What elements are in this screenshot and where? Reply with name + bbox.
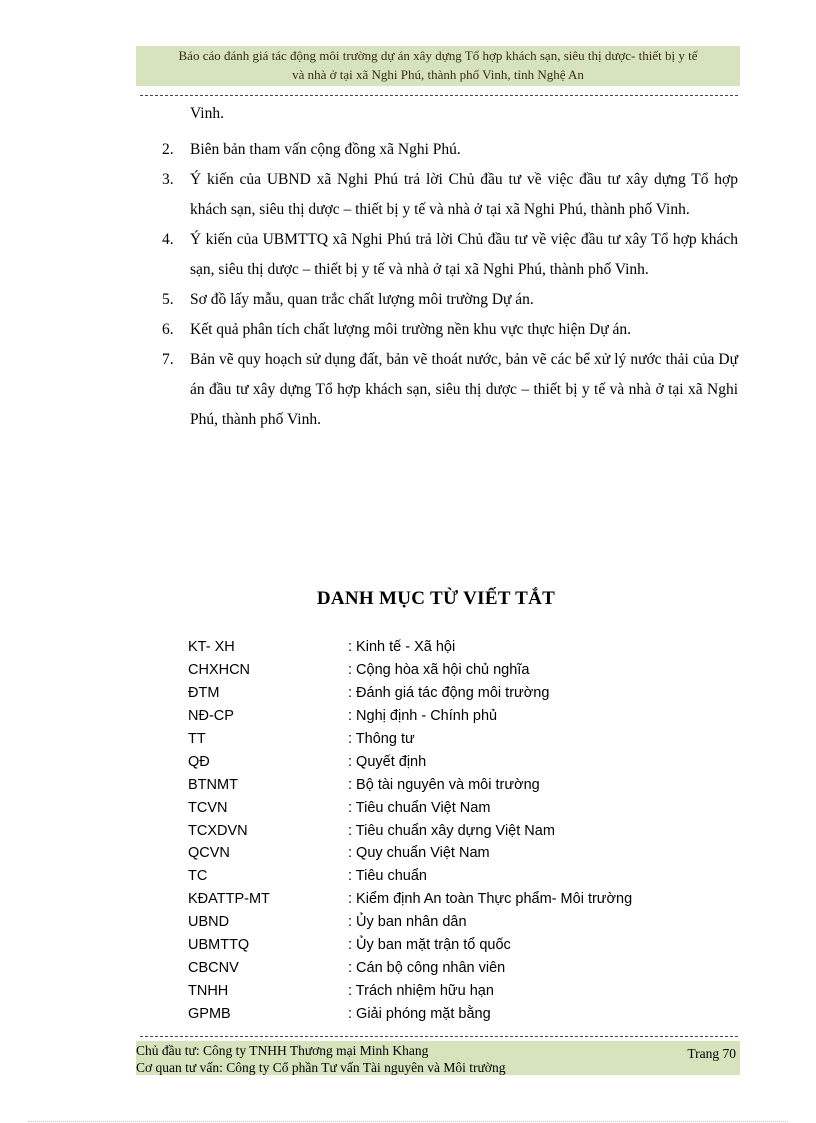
list-item-number: 7. [162,351,174,368]
header-divider [140,95,738,96]
abbreviation-meaning: : Tiêu chuẩn xây dựng Việt Nam [348,822,555,839]
abbreviation-row [188,842,632,865]
abbreviation-meaning: : Tiêu chuẩn [348,868,427,885]
list-item-text: Kết quả phân tích chất lượng môi trường nền khu vực thực hiện Dự án. [190,321,632,338]
abbreviation-meaning: : Ủy ban mặt trận tổ quốc [348,937,511,954]
abbreviation-row [188,705,632,728]
abbreviation-meaning: : Thông tư [348,730,415,747]
list-item [162,225,738,285]
list-item-text: Ý kiến của UBMTTQ xã Nghi Phú trả lời Chủ đầu tư về việc đầu tư xây Tổ hợp khách sạn, siêu thị dược – thiết bị y tế và nhà ở tại xã Nghi Phú, thành phố Vinh. [190,231,738,278]
abbreviation-code: BTNMT [188,776,238,793]
list-item-text: Biên bản tham vấn cộng đồng xã Nghi Phú. [190,141,461,158]
appendix-list [162,135,738,435]
abbreviation-row [188,980,632,1003]
page-header [136,46,740,86]
header-line-1: Báo cáo đánh giá tác động môi trường dự án xây dựng Tổ hợp khách sạn, siêu thị dược- thiết bị y tế [178,48,698,63]
abbreviation-code: TCVN [188,799,228,816]
abbreviation-meaning: : Quyết định [348,753,427,770]
list-item [162,345,738,435]
abbreviation-code: UBND [188,914,230,931]
abbreviation-code: CBCNV [188,960,239,977]
abbreviation-code: TCXDVN [188,822,248,839]
list-item-text: Bản vẽ quy hoạch sử dụng đất, bản vẽ thoát nước, bản vẽ các bể xử lý nước thải của Dự án đầu tư xây dựng Tổ hợp khách sạn, siêu thị dược – thiết bị y tế và nhà ở tại xã Nghi Phú, thành phố Vinh. [190,351,738,428]
abbreviation-code: ĐTM [188,684,220,701]
abbreviation-row [188,1003,632,1026]
abbreviation-code: TT [188,730,206,747]
abbreviation-meaning: : Bộ tài nguyên và môi trường [348,776,540,793]
abbreviation-row [188,957,632,980]
list-item-number: 6. [162,321,174,338]
abbreviation-meaning: : Quy chuẩn Việt Nam [348,845,490,862]
abbreviation-row [188,751,632,774]
list-item-number: 3. [162,171,174,188]
abbreviation-code: UBMTTQ [188,937,250,954]
abbreviation-code: CHXHCN [188,661,251,678]
abbreviation-meaning: : Trách nhiệm hữu hạn [348,983,494,1000]
list-item [162,285,738,315]
abbreviation-meaning: : Ủy ban nhân dân [348,914,467,931]
page-footer [136,1041,740,1075]
list-item [162,315,738,345]
abbreviation-code: QCVN [188,845,230,862]
abbreviation-code: KĐATTP-MT [188,891,270,908]
abbreviation-code: KT- XH [188,639,235,655]
abbreviations-table [188,636,632,1026]
abbreviation-row [188,636,632,659]
abbreviation-row [188,888,632,911]
page-number: Trang 70 [687,1046,736,1061]
abbreviation-meaning: : Đánh giá tác động môi trường [348,684,550,701]
continuation-text: Vinh. [190,105,224,122]
abbreviation-code: GPMB [188,1006,231,1022]
abbreviation-row [188,934,632,957]
abbreviation-row [188,682,632,705]
footer-consultant: Cơ quan tư vấn: Công ty Cổ phần Tư vấn Tài nguyên và Môi trường [136,1060,506,1075]
abbreviation-meaning: : Cộng hòa xã hội chủ nghĩa [348,661,530,678]
list-item-number: 4. [162,231,174,248]
header-line-2: và nhà ở tại xã Nghi Phú, thành phố Vinh, tỉnh Nghệ An [292,67,584,82]
list-item-text: Sơ đồ lấy mẫu, quan trắc chất lượng môi trường Dự án. [190,291,534,308]
abbreviation-meaning: : Cán bộ công nhân viên [348,960,506,977]
abbreviation-row [188,797,632,820]
footer-info [136,1042,505,1076]
abbreviation-code: TNHH [188,983,229,1000]
page-bottom-edge [28,1121,788,1122]
list-item [162,135,738,165]
abbreviation-row [188,774,632,797]
footer-divider [140,1036,738,1037]
abbreviation-row [188,865,632,888]
abbreviation-row [188,659,632,682]
abbreviation-code: QĐ [188,753,210,770]
abbreviation-code: TC [188,868,208,885]
abbreviation-row [188,820,632,843]
abbreviation-row [188,911,632,934]
abbreviation-meaning: : Nghị định - Chính phủ [348,707,498,724]
abbreviation-meaning: : Tiêu chuẩn Việt Nam [348,799,491,816]
abbreviation-code: NĐ-CP [188,707,234,724]
abbreviation-row [188,728,632,751]
list-item [162,165,738,225]
abbreviation-meaning: : Giải phóng mặt bằng [348,1006,491,1022]
footer-owner: Chủ đầu tư: Công ty TNHH Thương mại Minh Khang [136,1043,429,1058]
abbreviation-meaning: : Kinh tế - Xã hội [348,639,456,655]
list-item-number: 5. [162,291,174,308]
abbreviation-meaning: : Kiểm định An toàn Thực phẩm- Môi trường [348,891,633,908]
list-item-text: Ý kiến của UBND xã Nghi Phú trả lời Chủ đầu tư về việc đầu tư xây dựng Tổ hợp khách sạn, siêu thị dược – thiết bị y tế và nhà ở tại xã Nghi Phú, thành phố Vinh. [190,171,738,218]
abbreviations-title: DANH MỤC TỪ VIẾT TẮT [316,588,556,609]
list-item-number: 2. [162,141,174,158]
